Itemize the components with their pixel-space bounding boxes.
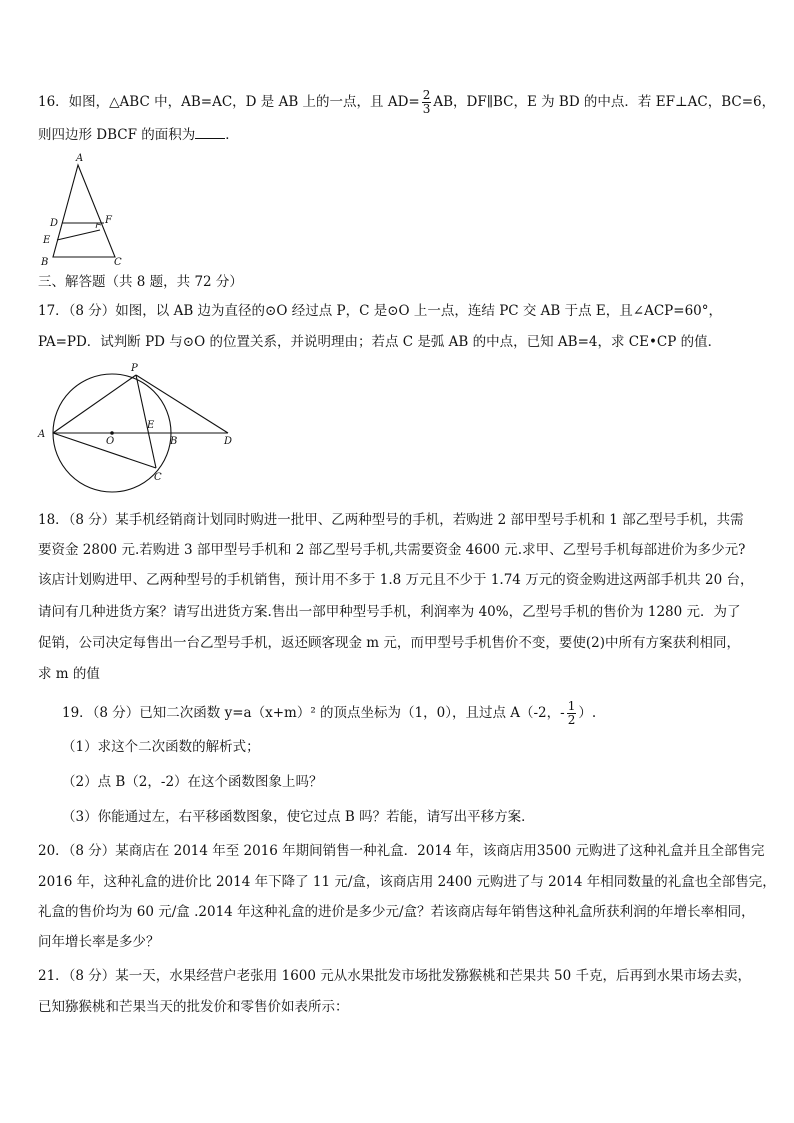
q19-text-b: ）.	[578, 705, 597, 721]
answer-blank	[195, 126, 225, 139]
q21-line: 已知猕猴桃和芒果当天的批发价和零售价如表所示：	[38, 999, 349, 1015]
q20-line: 礼盒的售价均为 60 元/盒 .2014 年这种礼盒的进价是多少元/盒？若该商店每年销售这种礼盒所获利润的年增长率相同，	[38, 904, 755, 920]
q16-line1	[38, 89, 775, 116]
q19-frac-den: 2	[567, 713, 576, 727]
q17-line1: 17．（8 分）如图，以 AB 边为直径的⊙O 经过点 P，C 是⊙O 上一点，连结 PC 交 AB 于点 E，且∠ACP=60°，	[38, 303, 723, 319]
q16-text-b: AB，DF∥BC，E 为 BD 的中点．若 EF⊥AC，BC=6，	[433, 94, 776, 110]
q18-line: 促销，公司决定每售出一台乙型号手机，返还顾客现金 m 元，而甲型号手机售价不变，要使(2)中所有方案获利相同，	[38, 635, 741, 651]
label-B: B	[170, 436, 178, 447]
q16-frac-den: 3	[422, 102, 431, 116]
q16-text-end: ．	[225, 127, 239, 143]
q16-frac-num: 2	[422, 88, 431, 102]
q16-text-c: 则四边形 DBCF 的面积为	[38, 127, 196, 143]
q21-line: 21．（8 分）某一天，水果经营户老张用 1600 元从水果批发市场批发猕猴桃和芒果共 50 千克，后再到水果市场去卖，	[38, 968, 752, 984]
label-D: D	[50, 218, 59, 229]
q16-text-a: 16．如图，△ABC 中，AB=AC，D 是 AB 上的一点，且 AD=	[38, 94, 420, 110]
label-A: A	[38, 429, 46, 440]
q18-line: 该店计划购进甲、乙两种型号的手机销售，预计用不多于 1.8 万元且不少于 1.74 万元的资金购进这两部手机共 20 台，	[38, 572, 754, 588]
label-P: P	[131, 363, 138, 374]
label-F: F	[105, 215, 112, 226]
label-C: C	[114, 257, 122, 268]
q18-line: 18．（8 分）某手机经销商计划同时购进一批甲、乙两种型号的手机，若购进 2 部甲型号手机和 1 部乙型号手机，共需	[38, 512, 744, 528]
q19-sub2: （2）点 B（2，-2）在这个函数图象上吗？	[62, 774, 323, 790]
q19-sub3: （3）你能通过左，右平移函数图象，使它过点 B 吗？若能，请写出平移方案．	[62, 809, 535, 825]
q20-line: 2016 年，这种礼盒的进价比 2014 年下降了 11 元/盒，该商店用 2400 元购进了与 2014 年相同数量的礼盒也全部售完，	[38, 874, 776, 890]
q19-frac-num: 1	[567, 699, 576, 713]
q19-sub1: （1）求这个二次函数的解析式；	[62, 739, 260, 755]
q18-line: 求 m 的值	[38, 666, 100, 682]
label-E: E	[147, 420, 155, 431]
q17-line2: PA=PD．试判断 PD 与⊙O 的位置关系，并说明理由；若点 C 是弧 AB 的中点，已知 AB=4，求 CE•CP 的值．	[38, 334, 722, 350]
label-B: B	[41, 257, 49, 268]
q20-line: 20．（8 分）某商店在 2014 年至 2016 年期间销售一种礼盒．2014 年，该商店用3500 元购进了这种礼盒并且全部售完	[38, 843, 765, 859]
q16-fraction	[422, 89, 432, 116]
circle-figure	[30, 360, 250, 490]
q18-line: 要资金 2800 元.若购进 3 部甲型号手机和 2 部乙型号手机,共需要资金 4600 元.求甲、乙型号手机每部进价为多少元?	[38, 542, 746, 558]
label-O: O	[106, 436, 115, 447]
label-C: C	[154, 472, 162, 483]
label-D: D	[224, 436, 233, 447]
q19-fraction	[567, 700, 577, 727]
q19-line1	[62, 700, 596, 727]
label-E: E	[43, 235, 51, 246]
q18-line: 请问有几种进货方案？请写出进货方案.售出一部甲种型号手机，利润率为 40%，乙型号手机的售价为 1280 元．为了	[38, 604, 741, 620]
q19-text-a: 19．（8 分）已知二次函数 y=a（x+m）² 的顶点坐标为（1，0），且过点 A（-2，-	[62, 705, 565, 721]
section-heading: 三、解答题（共 8 题，共 72 分）	[38, 274, 243, 290]
q16-line2	[38, 126, 239, 144]
label-A: A	[76, 153, 84, 164]
triangle-figure	[30, 150, 140, 270]
q20-line: 问年增长率是多少？	[38, 934, 160, 950]
